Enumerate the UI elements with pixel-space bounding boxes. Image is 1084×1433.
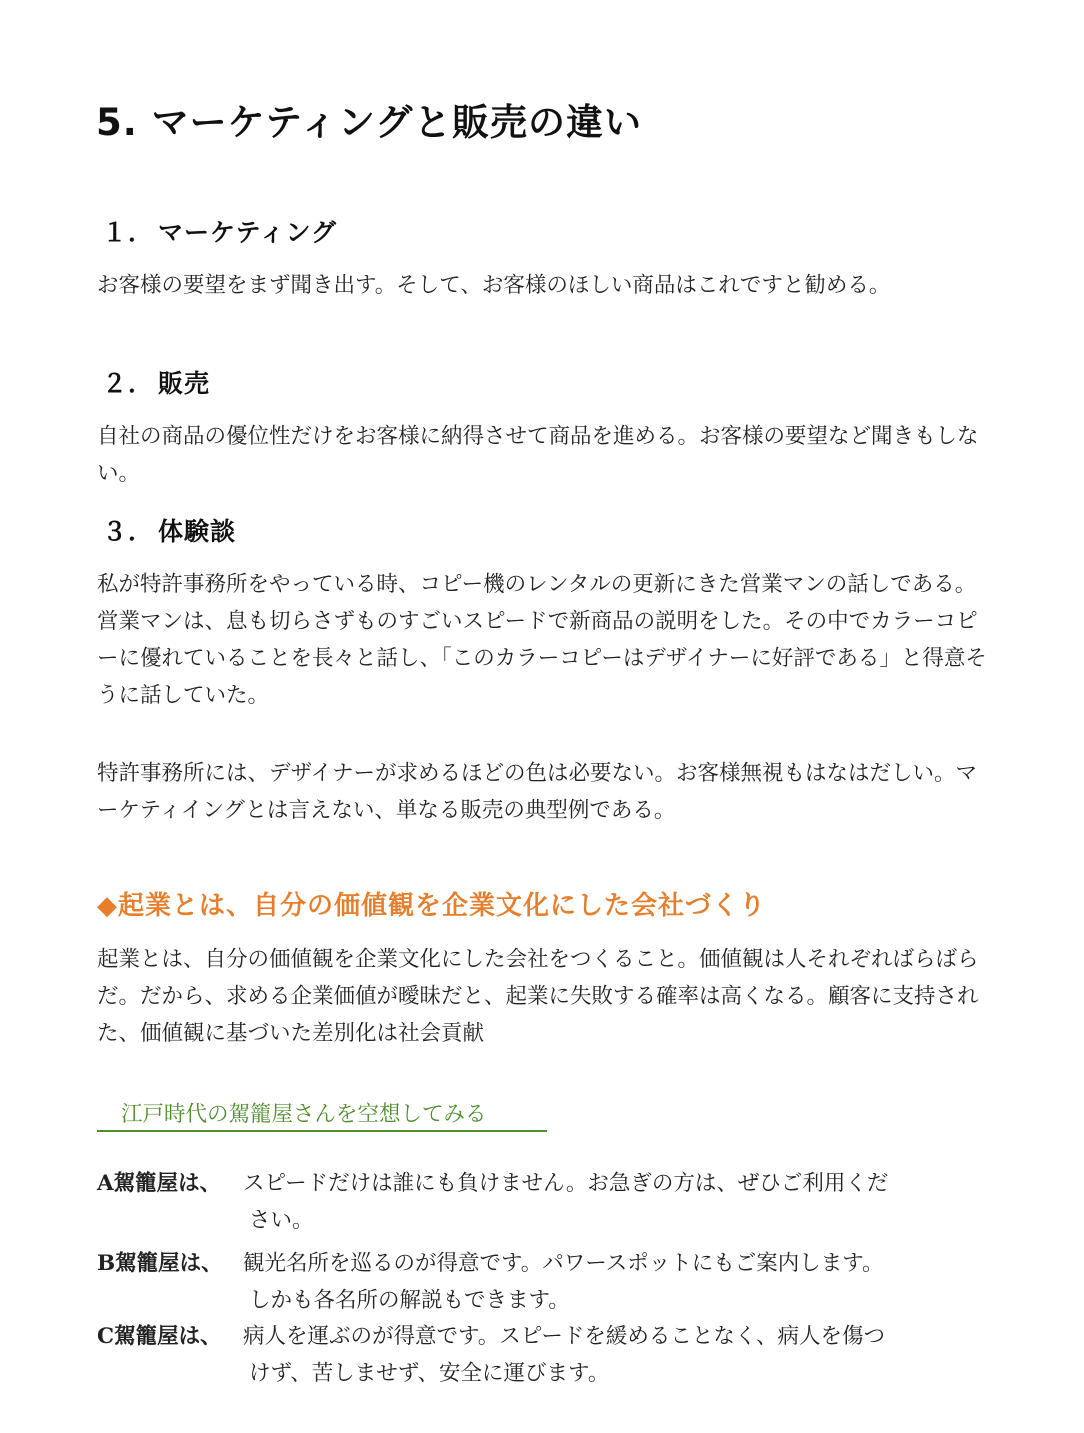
kigyo-heading: ◆起業とは、自分の価値観を企業文化にした会社づくり xyxy=(97,891,766,921)
kago-label: B駕籠屋は、 xyxy=(97,1251,223,1276)
kago-line: けず、苦しませず、安全に運びます。 xyxy=(249,1361,610,1386)
kago-line: 病人を運ぶのが得意です。スピードを緩めることなく、病人を傷つ xyxy=(243,1324,885,1349)
section-heading-sales xyxy=(102,364,210,400)
section-number: ３． xyxy=(102,517,155,546)
kago-item-a xyxy=(97,1165,997,1239)
section-number: １． xyxy=(102,218,155,247)
section-title: 販売 xyxy=(158,369,211,398)
kago-item-c xyxy=(97,1318,997,1392)
kago-line: さい。 xyxy=(249,1208,314,1233)
kago-label: A駕籠屋は、 xyxy=(97,1171,222,1196)
kigyo-body: 起業とは、自分の価値観を企業文化にした会社をつくること。価値観は人それぞればらばらだ。だから、求める企業価値が曖昧だと、起業に失敗する確率は高くなる。顧客に支持された、価値観に基づいた差別化は社会貢献 xyxy=(97,947,979,1046)
section-number: ２． xyxy=(102,369,155,398)
section-body-experience-2: 特許事務所には、デザイナーが求めるほどの色は必要ない。お客様無視もはなはだしい。マーケティイングとは言えない、単なる販売の典型例である。 xyxy=(97,761,977,823)
section-heading-experience xyxy=(102,512,236,548)
kago-line: しかも各名所の解説もできます。 xyxy=(249,1288,570,1313)
section-body-sales: 自社の商品の優位性だけをお客様に納得させて商品を進める。お客様の要望など聞きもしない。 xyxy=(97,424,979,486)
section-title: マーケティング xyxy=(158,218,338,247)
kago-label: C駕籠屋は、 xyxy=(97,1324,222,1349)
kago-line: 観光名所を巡るのが得意です。パワースポットにもご案内します。 xyxy=(243,1251,884,1276)
section-heading-marketing xyxy=(102,213,337,249)
edo-subheading: 江戸時代の駕籠屋さんを空想してみる xyxy=(97,1097,547,1132)
page-title: 5. マーケティングと販売の違い xyxy=(96,101,642,144)
kago-line: スピードだけは誰にも負けません。お急ぎの方は、ぜひご利用くだ xyxy=(243,1171,889,1196)
section-body-marketing: お客様の要望をまず聞き出す。そして、お客様のほしい商品はこれですと勧める。 xyxy=(97,273,891,298)
section-title: 体験談 xyxy=(158,517,237,546)
section-body-experience: 私が特許事務所をやっている時、コピー機のレンタルの更新にきた営業マンの話しである。営業マンは、息も切らさずものすごいスピードで新商品の説明をした。その中でカラーコピーに優れていることを長々と話し、「このカラーコピーはデザイナーに好評である」と得意そうに話していた。 xyxy=(97,572,987,708)
kago-item-b xyxy=(97,1245,997,1319)
